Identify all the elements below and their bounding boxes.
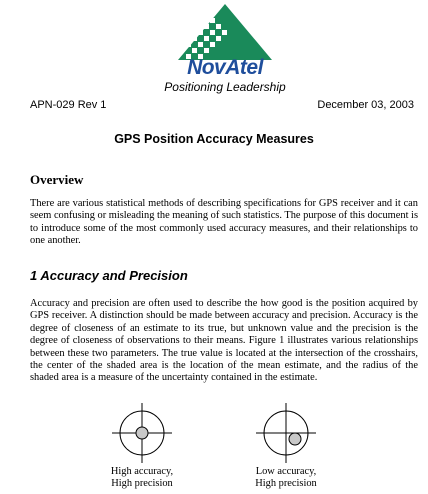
brand-name: NovAtel [187,56,263,79]
caption-line: Low accuracy, [255,466,317,477]
caption-line: High precision [255,478,317,489]
target-high-accuracy-icon [112,403,172,463]
document-id: APN-029 Rev 1 [30,99,107,111]
overview-heading: Overview [30,172,84,187]
target-low-accuracy-icon [256,403,316,463]
figure-caption [82,466,202,490]
caption-line: High precision [111,478,173,489]
document-title: GPS Position Accuracy Measures [114,132,314,146]
overview-paragraph: There are various statistical methods of describing specifications for GPS receiver and it can seem confusing or misleading the meaning of such statistics. The purpose of this document is to introduce some of the most commonly used accuracy measures, and their relationships to one another. [30,198,418,247]
section-heading: 1 Accuracy and Precision [30,268,188,283]
caption-line: High accuracy, [110,466,174,477]
tagline: Positioning Leadership [164,80,286,94]
section-paragraph: Accuracy and precision are often used to describe the how good is the position acquired by GPS receiver. A distinction should be made between accuracy and precision. Accuracy is the degree of closeness of an estimate to its true, but unknown value and the precision is the degree of closeness of observations to their means. Figure 1 illustrates various relationships between these two parameters. The true value is located at the intersection of the crosshairs, the center of the shaded area is the location of the mean estimate, and the radius of the shaded area is a measure of the uncertainty contained in the estimate. [30,298,418,384]
novatel-logo-icon [178,2,272,62]
document-date: December 03, 2003 [317,99,414,111]
figure-caption [226,466,346,490]
